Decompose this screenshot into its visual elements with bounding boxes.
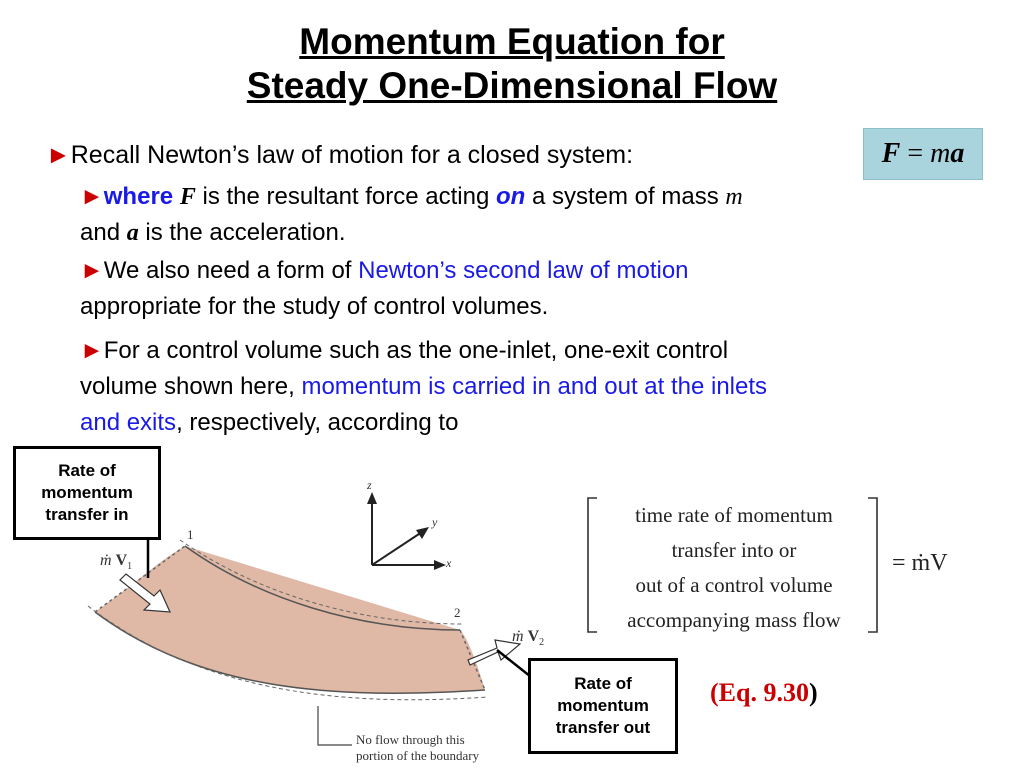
title-line-2: Steady One-Dimensional Flow: [246, 65, 778, 106]
axis-y-label: y: [432, 515, 438, 529]
sub-bullet-arrow-icon: ►: [80, 337, 104, 364]
equation-reference: (Eq. 9.30): [710, 678, 818, 707]
right-bracket: [868, 498, 877, 632]
callout-momentum-in: Rate of momentum transfer in: [13, 446, 161, 540]
acceleration-line: and a is the acceleration.: [80, 219, 346, 246]
title-line-1: Momentum Equation for: [299, 21, 725, 62]
sub-bullet-arrow-icon: ►: [80, 183, 104, 210]
recall-text: Recall Newton’s law of motion for a closed system:: [70, 141, 634, 169]
callout-momentum-out: Rate of momentum transfer out: [528, 658, 678, 754]
newton-equation-box: F = m a: [863, 128, 983, 180]
axis-z-label: z: [367, 478, 372, 492]
inlet-number: 1: [187, 527, 194, 542]
cv-line-2: volume shown here, momentum is carried in and out at the inlets: [80, 373, 768, 400]
also-line-2: appropriate for the study of control volumes.: [80, 293, 549, 320]
outlet-mass-flow-label: ṁ $V_2$: [512, 628, 545, 649]
momentum-rate-expression: time rate of momentum transfer into or out of a control volume accompanying mass flow: [627, 503, 841, 632]
on-word: on: [495, 183, 526, 210]
axis-x-label: x: [446, 556, 452, 570]
where-word: where: [103, 183, 174, 210]
momentum-rhs: = ṁV: [892, 550, 948, 576]
left-bracket: [588, 498, 597, 632]
sub-bullet-arrow-icon: ►: [80, 257, 104, 284]
cv-line-3: and exits, respectively, according to: [80, 409, 459, 436]
bullet-also: ►We also need a form of Newton’s second law of motion: [80, 257, 689, 284]
outlet-number: 2: [454, 605, 461, 620]
no-flow-note: No flow through this portion of the boundary: [356, 732, 480, 763]
pipe-fill: [95, 546, 485, 693]
inlet-mass-flow-label: ṁ $V_1$: [100, 552, 133, 573]
bullet-where: ►where F is the resultant force acting on a system of mass m: [80, 183, 743, 210]
bullet-control-volume: ►For a control volume such as the one-inlet, one-exit control: [80, 337, 729, 364]
newton-second-law-link: Newton’s second law of motion: [358, 257, 689, 284]
bullet-arrow-icon: ►: [46, 141, 71, 169]
